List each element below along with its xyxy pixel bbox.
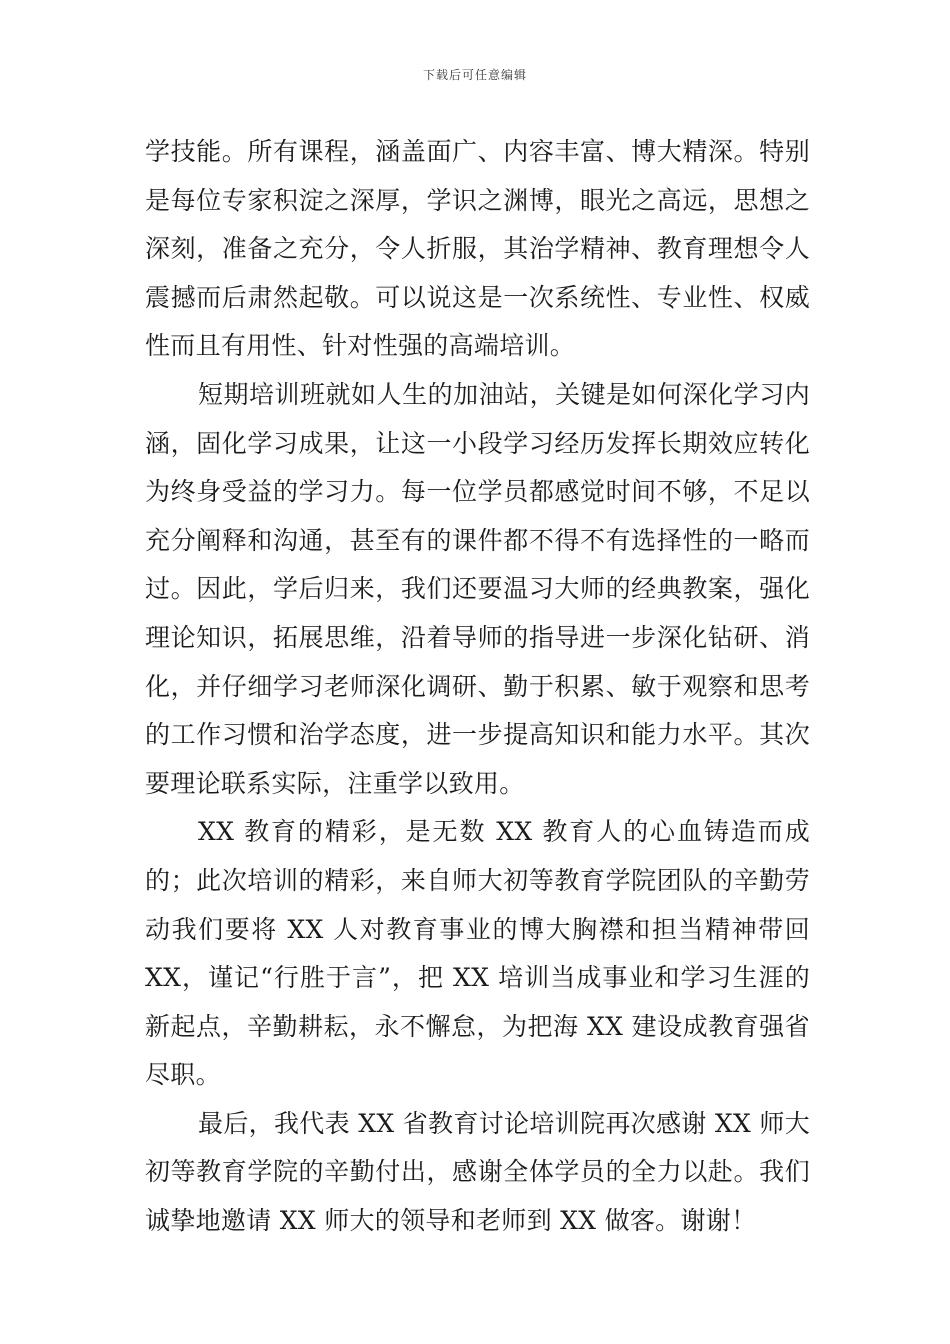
paragraph-3: XX 教育的精彩，是无数 XX 教育人的心血铸造而成的；此次培训的精彩，来自师大初等教育学院团队的辛勤劳动我们要将 XX 人对教育事业的博大胸襟和担当精神带回 XX，谨记“行胜于言”，把 XX 培训当成事业和学习生涯的新起点，辛勤耕耘，永不懈怠，为把海 XX 建设成教育强省尽职。 — [145, 817, 810, 1090]
page-header: 下载后可任意编辑 — [422, 68, 527, 82]
document-body — [145, 128, 810, 1246]
paragraph-2: 短期培训班就如人生的加油站，关键是如何深化学习内涵，固化学习成果，让这一小段学习经历发挥长期效应转化为终身受益的学习力。每一位学员都感觉时间不够，不足以充分阐释和沟通，甚至有的课件都不得不有选择性的一略而过。因此，学后归来，我们还要温习大师的经典教案，强化理论知识，拓展思维，沿着导师的指导进一步深化钻研、消化，并仔细学习老师深化调研、勤于积累、敏于观察和思考的工作习惯和治学态度，进一步提高知识和能力水平。其次要理论联系实际，注重学以致用。 — [145, 379, 810, 798]
paragraph-1: 学技能。所有课程，涵盖面广、内容丰富、博大精深。特别是每位专家积淀之深厚，学识之渊博，眼光之高远，思想之深刻，准备之充分，令人折服，其治学精神、教育理想令人震撼而后肃然起敬。可以说这是一次系统性、专业性、权威性而且有用性、针对性强的高端培训。 — [145, 137, 810, 361]
paragraph-4: 最后，我代表 XX 省教育讨论培训院再次感谢 XX 师大初等教育学院的辛勤付出，感谢全体学员的全力以赴。我们诚挚地邀请 XX 师大的领导和老师到 XX 做客。谢谢！ — [145, 1108, 810, 1236]
